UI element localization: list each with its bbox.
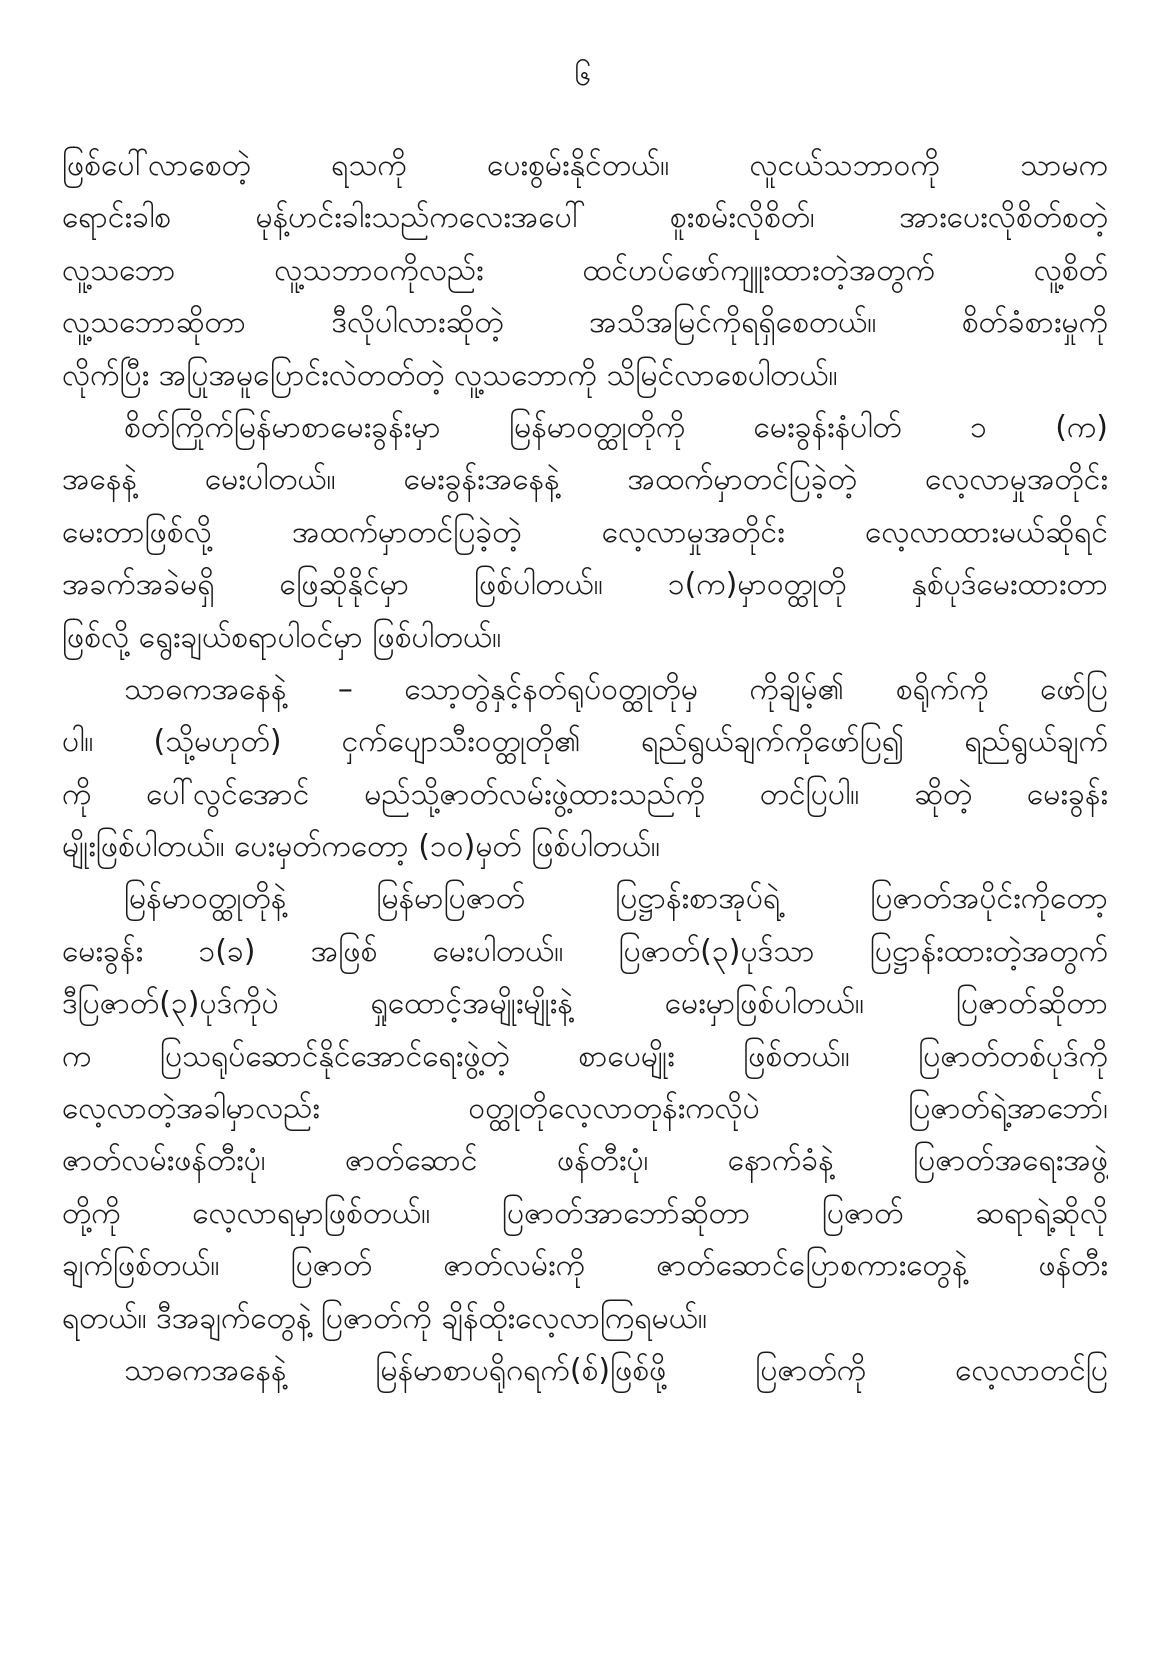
text-line: ဒီပြဇာတ်(၃)ပုဒ်ကိုပဲ ရှုထောင့်အမျိုးမျိုးနဲ့ မေးမှာဖြစ်ပါတယ်။ ပြဇာတ်ဆိုတာ <box>62 986 1108 1022</box>
text-line: ဇာတ်လမ်းဖန်တီးပုံ၊ ဇာတ်ဆောင် ဖန်တီးပုံ၊ နောက်ခံနဲ့ ပြဇာတ်အရေးအဖွဲ့ <box>62 1143 1108 1179</box>
text-line: ချက်ဖြစ်တယ်။ ပြဇာတ် ဇာတ်လမ်းကို ဇာတ်ဆောင်ပြောစကားတွေနဲ့ ဖန်တီး <box>62 1248 1108 1284</box>
text-line: မေးတာဖြစ်လို့ အထက်မှာတင်ပြခဲ့တဲ့ လေ့လာမှုအတိုင်း လေ့လာထားမယ်ဆိုရင် <box>62 514 1108 550</box>
text-line: လိုက်ပြီး အပြုအမူပြောင်းလဲတတ်တဲ့ လူ့သဘောကို သိမြင်လာစေပါတယ်။ <box>62 357 838 393</box>
text-line: လေ့လာတဲ့အခါမှာလည်း ဝတ္ထုတိုလေ့လာတုန်းကလိုပဲ ပြဇာတ်ရဲ့အာဘော်၊ <box>62 1091 1108 1127</box>
text-line: က ပြသရုပ်ဆောင်နိုင်အောင်ရေးဖွဲ့တဲ့ စာပေမျိုး ဖြစ်တယ်။ ပြဇာတ်တစ်ပုဒ်ကို <box>62 1038 1108 1074</box>
page-number: ၆ <box>574 58 592 93</box>
text-line: စိတ်ကြိုက်မြန်မာစာမေးခွန်းမှာ မြန်မာဝတ္ထုတိုကို မေးခွန်းနံပါတ် ၁ (က) <box>124 409 1108 445</box>
text-line: မြန်မာဝတ္ထုတိုနဲ့ မြန်မာပြဇာတ် ပြဋ္ဌာန်းစာအုပ်ရဲ့ ပြဇာတ်အပိုင်းကိုတော့ <box>124 881 1108 917</box>
text-line: ဖြစ်ပေါ်လာစေတဲ့ ရသကို ပေးစွမ်းနိုင်တယ်။ လူငယ်သဘာဝကို သာမက <box>62 148 1108 183</box>
text-line: တို့ကို လေ့လာရမှာဖြစ်တယ်။ ပြဇာတ်အာဘော်ဆိုတာ ပြဇာတ် ဆရာရဲ့ဆိုလို <box>62 1195 1108 1231</box>
text-line: အနေနဲ့ မေးပါတယ်။ မေးခွန်းအနေနဲ့ အထက်မှာတင်ပြခဲ့တဲ့ လေ့လာမှုအတိုင်း <box>62 462 1108 498</box>
text-line: အခက်အခဲမရှိ ဖြေဆိုနိုင်မှာ ဖြစ်ပါတယ်။ ၁(က)မှာဝတ္ထုတို နှစ်ပုဒ်မေးထားတာ <box>62 567 1108 603</box>
text-line: သာဓကအနေနဲ့ မြန်မာစာပရိုဂရက်(စ်)ဖြစ်ဖို့ ပြဇာတ်ကို လေ့လာတင်ပြ <box>124 1352 1108 1388</box>
text-line: မေးခွန်း ၁(ခ) အဖြစ် မေးပါတယ်။ ပြဇာတ်(၃)ပုဒ်သာ ပြဋ္ဌာန်းထားတဲ့အတွက် <box>62 933 1108 969</box>
text-line: မျိုးဖြစ်ပါတယ်။ ပေးမှတ်ကတော့ (၁၀)မှတ် ဖြစ်ပါတယ်။ <box>62 829 660 865</box>
text-line: ဖြစ်လို့ ရွေးချယ်စရာပါဝင်မှာ ဖြစ်ပါတယ်။ <box>62 619 502 655</box>
text-line: ရောင်းခါစ မုန့်ဟင်းခါးသည်ကလေးအပေါ် စူးစမ်းလိုစိတ်၊ အားပေးလိုစိတ်စတဲ့ <box>62 200 1108 236</box>
text-line: လူ့သဘော လူ့သဘာဝကိုလည်း ထင်ဟပ်ဖော်ကျူးထားတဲ့အတွက် လူ့စိတ် <box>62 252 1108 288</box>
text-line: ကို ပေါ်လွင်အောင် မည်သို့ဇာတ်လမ်းဖွဲ့ထားသည်ကို တင်ပြပါ။ ဆိုတဲ့ မေးခွန်း <box>62 776 1108 812</box>
body-text <box>62 140 1108 1397</box>
text-line: သာဓကအနေနဲ့ – သော့တွဲနှင့်နတ်ရုပ်ဝတ္ထုတိုမှ ကိုချိမ့်၏ စရိုက်ကို ဖော်ပြ <box>124 671 1108 707</box>
text-line: ရတယ်။ ဒီအချက်တွေနဲ့ ပြဇာတ်ကို ချိန်ထိုးလေ့လာကြရမယ်။ <box>62 1300 707 1336</box>
text-line: ပါ။ (သို့မဟုတ်) ငှက်ပျောသီးဝတ္ထုတို၏ ရည်ရွယ်ချက်ကိုဖော်ပြ၍ ရည်ရွယ်ချက် <box>62 724 1108 760</box>
text-line: လူ့သဘောဆိုတာ ဒီလိုပါလားဆိုတဲ့ အသိအမြင်ကိုရရှိစေတယ်။ စိတ်ခံစားမှုကို <box>62 305 1108 341</box>
